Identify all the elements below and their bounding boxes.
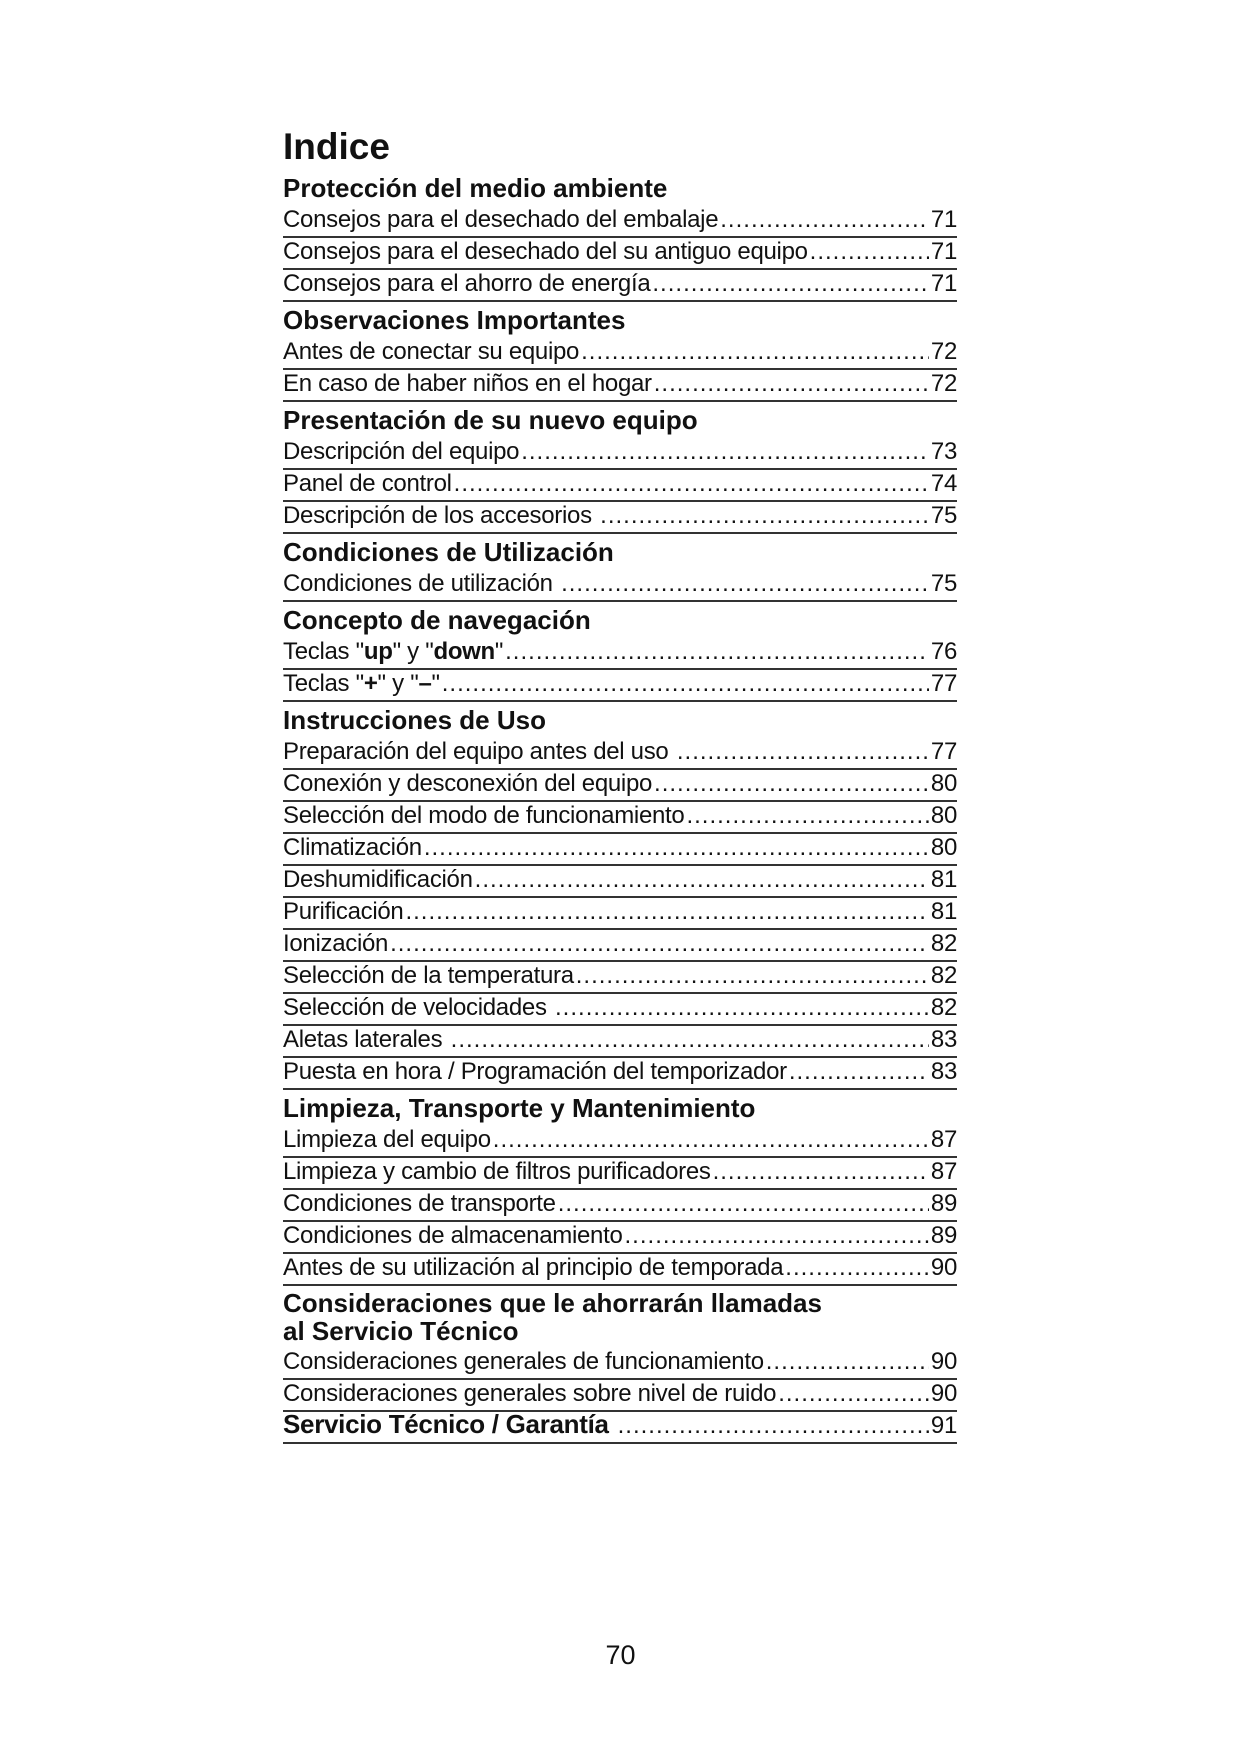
toc-entry-label: Antes de su utilización al principio de temporada (283, 1254, 784, 1281)
toc-entry-page: 80 (930, 834, 957, 861)
dot-leader (686, 802, 928, 830)
toc-entry-page: 74 (930, 470, 957, 497)
toc-entry (283, 866, 957, 898)
dot-leader (720, 206, 929, 234)
toc-entry (283, 470, 957, 502)
dot-leader (390, 930, 929, 958)
page-number: 70 (605, 1640, 636, 1670)
dot-leader (561, 570, 929, 598)
toc-entry-page: 75 (930, 502, 957, 529)
toc-entry-page: 73 (930, 438, 957, 465)
toc-entry (283, 238, 957, 270)
dot-leader (451, 1026, 929, 1054)
toc-entry-label: Servicio Técnico / Garantía (283, 1409, 616, 1439)
toc-entry-label: Selección del modo de funcionamiento (283, 802, 685, 829)
toc-entry-label: Antes de conectar su equipo (283, 338, 580, 365)
toc-entry (283, 206, 957, 238)
toc-entry-label (283, 638, 503, 666)
toc-entry (283, 1158, 957, 1190)
toc-entry-label: Climatización (283, 834, 422, 861)
toc-entry (283, 770, 957, 802)
toc-entry-page: 77 (930, 738, 957, 765)
toc-entry (283, 438, 957, 470)
toc-entry (283, 834, 957, 866)
toc-entry-page: 83 (930, 1058, 957, 1085)
section-heading: Instrucciones de Uso (283, 705, 546, 735)
toc-entry-label: Selección de la temperatura (283, 962, 574, 989)
toc-entry (283, 1190, 957, 1222)
toc-entry (283, 1058, 957, 1090)
toc-entry-page: 90 (930, 1348, 957, 1375)
dot-leader (442, 670, 929, 698)
toc-entry-label: Condiciones de almacenamiento (283, 1222, 623, 1249)
toc-entry (283, 1409, 957, 1444)
section-heading: Presentación de su nuevo equipo (283, 405, 698, 435)
toc-entry-label: Descripción del equipo (283, 438, 520, 465)
toc-entry-label: Preparación del equipo antes del uso (283, 738, 675, 765)
section-heading (283, 1289, 957, 1348)
dot-leader (654, 770, 929, 798)
toc-entry-page: 71 (930, 270, 957, 297)
toc-entry-page: 82 (930, 930, 957, 957)
toc-entry-page: 81 (930, 866, 957, 893)
section-heading: Observaciones Importantes (283, 305, 626, 335)
toc-entry-label: Condiciones de transporte (283, 1190, 556, 1217)
toc-entry-label: Consejos para el desechado del embalaje (283, 206, 719, 233)
toc-entry (283, 502, 957, 534)
dot-leader (778, 1380, 929, 1408)
toc-entry-label: Condiciones de utilización (283, 570, 560, 597)
toc-entry (283, 1348, 957, 1380)
toc-entry-label: Descripción de los accesorios (283, 502, 599, 529)
toc-entry-label: Ionización (283, 930, 389, 957)
dot-leader (505, 638, 929, 666)
toc-entry-label: Limpieza y cambio de filtros purificadores (283, 1158, 711, 1185)
toc-entry-page: 72 (930, 338, 957, 365)
table-of-contents (283, 124, 957, 1444)
dot-leader (424, 834, 929, 862)
toc-entry-page: 80 (930, 770, 957, 797)
toc-entry (283, 898, 957, 930)
section-heading: Limpieza, Transporte y Mantenimiento (283, 1093, 756, 1123)
toc-entry-label-part: Teclas " (283, 638, 364, 665)
toc-entry-label: Puesta en hora / Programación del temporizador (283, 1058, 787, 1085)
dot-leader (576, 962, 929, 990)
toc-entry (283, 1126, 957, 1158)
dot-leader (475, 866, 929, 894)
dot-leader (581, 338, 929, 366)
toc-entry-label: Consejos para el ahorro de energía (283, 270, 651, 297)
toc-entry-label: Selección de velocidades (283, 994, 554, 1021)
toc-entry-label: Aletas laterales (283, 1026, 449, 1053)
toc-entry (283, 1222, 957, 1254)
toc-entry-label-part: " (494, 638, 504, 665)
dot-leader (493, 1126, 929, 1154)
toc-entry-page: 75 (930, 570, 957, 597)
toc-entry-page: 90 (930, 1254, 957, 1281)
toc-entry-page: 90 (930, 1380, 957, 1407)
toc-entry-label: Deshumidificación (283, 866, 473, 893)
toc-entry-label: Consideraciones generales sobre nivel de ruido (283, 1380, 777, 1407)
toc-entry-label (283, 670, 440, 698)
toc-entry-label-part: " y " (392, 638, 434, 665)
toc-entry (283, 738, 957, 770)
toc-entry (283, 1026, 957, 1058)
page-title: Indice (283, 126, 390, 167)
toc-entry-page: 91 (930, 1412, 957, 1439)
section-heading: Condiciones de Utilización (283, 537, 614, 567)
section-heading: Concepto de navegación (283, 605, 591, 635)
toc-entry-label-part: " (431, 670, 440, 697)
toc-entry-page: 71 (930, 206, 957, 233)
dot-leader (713, 1158, 929, 1186)
toc-entry-label: Purificación (283, 898, 404, 925)
toc-body (283, 173, 957, 1444)
toc-entry (283, 1254, 957, 1286)
toc-entry-label-part: up (363, 638, 393, 665)
dot-leader (625, 1222, 929, 1250)
toc-entry-label: Panel de control (283, 470, 452, 497)
dot-leader (652, 270, 929, 298)
dot-leader (677, 738, 929, 766)
toc-entry-label: Consejos para el desechado del su antiguo equipo (283, 238, 808, 265)
toc-entry-page: 71 (930, 238, 957, 265)
dot-leader (405, 898, 928, 926)
toc-entry-label-part: " y " (377, 670, 419, 697)
toc-entry-page: 82 (930, 994, 957, 1021)
section-heading-line: Consideraciones que le ahorrarán llamadas (283, 1288, 822, 1318)
toc-entry (283, 962, 957, 994)
toc-entry-label: Limpieza del equipo (283, 1126, 491, 1153)
toc-entry-page: 81 (930, 898, 957, 925)
toc-entry-label: En caso de haber niños en el hogar (283, 370, 652, 397)
toc-entry (283, 370, 957, 402)
toc-entry (283, 570, 957, 602)
toc-entry (283, 802, 957, 834)
toc-entry (283, 270, 957, 302)
dot-leader (555, 994, 929, 1022)
toc-entry-page: 72 (930, 370, 957, 397)
toc-entry-page: 82 (930, 962, 957, 989)
toc-entry-page: 89 (930, 1222, 957, 1249)
toc-entry (283, 638, 957, 670)
dot-leader (618, 1412, 929, 1440)
dot-leader (785, 1254, 929, 1282)
toc-entry-page: 76 (930, 638, 957, 665)
toc-entry-label-part: down (433, 638, 495, 665)
toc-entry-label: Consideraciones generales de funcionamiento (283, 1348, 764, 1375)
toc-entry-page: 80 (930, 802, 957, 829)
dot-leader (454, 470, 929, 498)
toc-entry-page: 87 (930, 1126, 957, 1153)
toc-entry (283, 994, 957, 1026)
toc-entry-label: Conexión y desconexión del equipo (283, 770, 653, 797)
dot-leader (521, 438, 929, 466)
dot-leader (810, 238, 929, 266)
toc-entry-page: 77 (930, 670, 957, 697)
toc-entry-label-part: + (363, 670, 378, 697)
section-heading: Protección del medio ambiente (283, 173, 668, 203)
toc-entry-page: 89 (930, 1190, 957, 1217)
toc-entry-label-part: – (418, 670, 432, 697)
toc-entry-page: 83 (930, 1026, 957, 1053)
dot-leader (654, 370, 929, 398)
toc-entry (283, 1380, 957, 1412)
dot-leader (600, 502, 929, 530)
toc-entry-label-part: Teclas " (283, 670, 364, 697)
dot-leader (789, 1058, 929, 1086)
toc-entry (283, 338, 957, 370)
dot-leader (766, 1348, 929, 1376)
toc-entry (283, 930, 957, 962)
section-heading-line: al Servicio Técnico (283, 1316, 519, 1346)
toc-entry-page: 87 (930, 1158, 957, 1185)
dot-leader (558, 1190, 929, 1218)
toc-entry (283, 670, 957, 702)
